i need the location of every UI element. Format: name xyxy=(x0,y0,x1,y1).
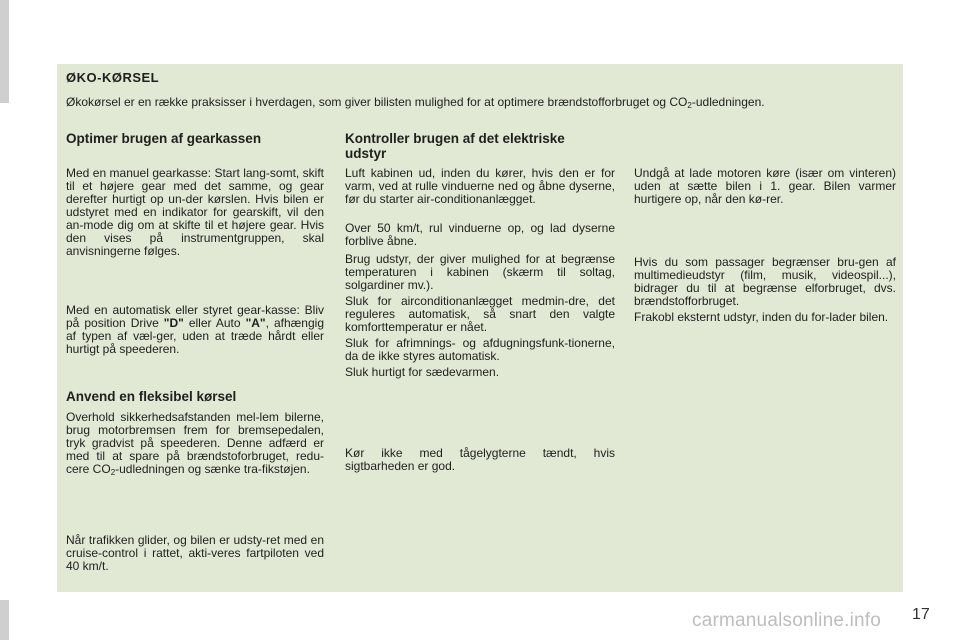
page-edge-marker-top xyxy=(0,0,9,103)
paragraph-limit-temperature: Brug udstyr, der giver mulighed for at begrænse temperaturen i kabinen (skærm til soltag, solgardiner mv.). xyxy=(345,252,615,292)
paragraph-defrost: Sluk for afrimnings- og afdugningsfunk-tionerne, da de ikke styres automatisk. xyxy=(345,336,615,363)
intro-text: Økokørsel er en række praksisser i hverdagen, som giver bilisten mulighed for at optimere brændstofforbruget og CO xyxy=(66,95,688,109)
paragraph-air-conditioning: Sluk for airconditionanlægget medmin-dre, det reguleres automatisk, så snart den valgte komforttemperatur er nået. xyxy=(345,294,615,334)
heading-flexible-driving: Anvend en fleksibel kørsel xyxy=(66,389,237,404)
paragraph-engine-idle: Undgå at lade motoren køre (især om vinteren) uden at sætte bilen i 1. gear. Bilen varmer hurtigere op, når den kø-rer. xyxy=(634,166,896,206)
section-title: ØKO-KØRSEL xyxy=(66,70,160,85)
paragraph-windows-up: Over 50 km/t, rul vinduerne op, og lad dyserne forblive åbne. xyxy=(345,221,615,248)
intro-text-end: -udledningen. xyxy=(691,95,765,109)
paragraph-fog-lights: Kør ikke med tågelygterne tændt, hvis sigtbarheden er god. xyxy=(345,446,615,473)
paragraph-ventilate-cabin: Luft kabinen ud, inden du kører, hvis den er for varm, ved at rulle vinduerne ned og åbne dyserne, før du starter air-conditionanlægget. xyxy=(345,166,615,206)
co2-subscript: 2 xyxy=(687,101,692,110)
heading-electrical-equipment: Kontroller brugen af det elektriske udstyr xyxy=(345,131,565,161)
intro-paragraph xyxy=(66,95,896,109)
paragraph-multimedia: Hvis du som passager begrænser bru-gen af multimedieudstyr (film, musik, videospil...), bidrager du til at begrænse elforbruget, dvs. brændstofforbruget. xyxy=(634,255,896,308)
heading-gearbox: Optimer brugen af gearkassen xyxy=(66,131,262,146)
paragraph-seat-heating: Sluk hurtigt for sædevarmen. xyxy=(345,365,500,379)
page-number: 17 xyxy=(912,606,930,623)
paragraph-automatic-gearbox: Med en automatisk eller styret gear-kasse: Bliv på position Drive "D" eller Auto "A", afhængig af typen af væl-ger, uden at træde hårdt eller hurtigt på speederen. xyxy=(66,303,324,356)
paragraph-external-equipment: Frakobl eksternt udstyr, inden du for-lader bilen. xyxy=(634,310,889,324)
watermark: carmanualsonline.info xyxy=(692,610,882,631)
paragraph-cruise-control: Når trafikken glider, og bilen er udsty-ret med en cruise-control i rattet, akti-veres fartpiloten ved 40 km/t. xyxy=(66,533,324,573)
page-edge-marker-bottom xyxy=(0,600,9,640)
paragraph-manual-gearbox: Med en manuel gearkasse: Start lang-somt, skift til et højere gear med det samme, og gear derefter hurtigt op un-der kørslen. Hvis bilen er udstyret med en indikator for gearskift, vil den an-mode dig om at skifte til et højere gear. Hvis den vises på instrumentgruppen, skal anvisningerne følges. xyxy=(66,166,324,258)
paragraph-flexible-driving: Overhold sikkerhedsafstanden mel-lem bilerne, brug motorbremsen frem for bremsepedalen, tryk gradvist på speederen. Denne adfærd er med til at spare på brændstoforbruget, redu-cere $CO_2$-udledningen og sænke tra-fikstøjen. xyxy=(66,410,324,477)
